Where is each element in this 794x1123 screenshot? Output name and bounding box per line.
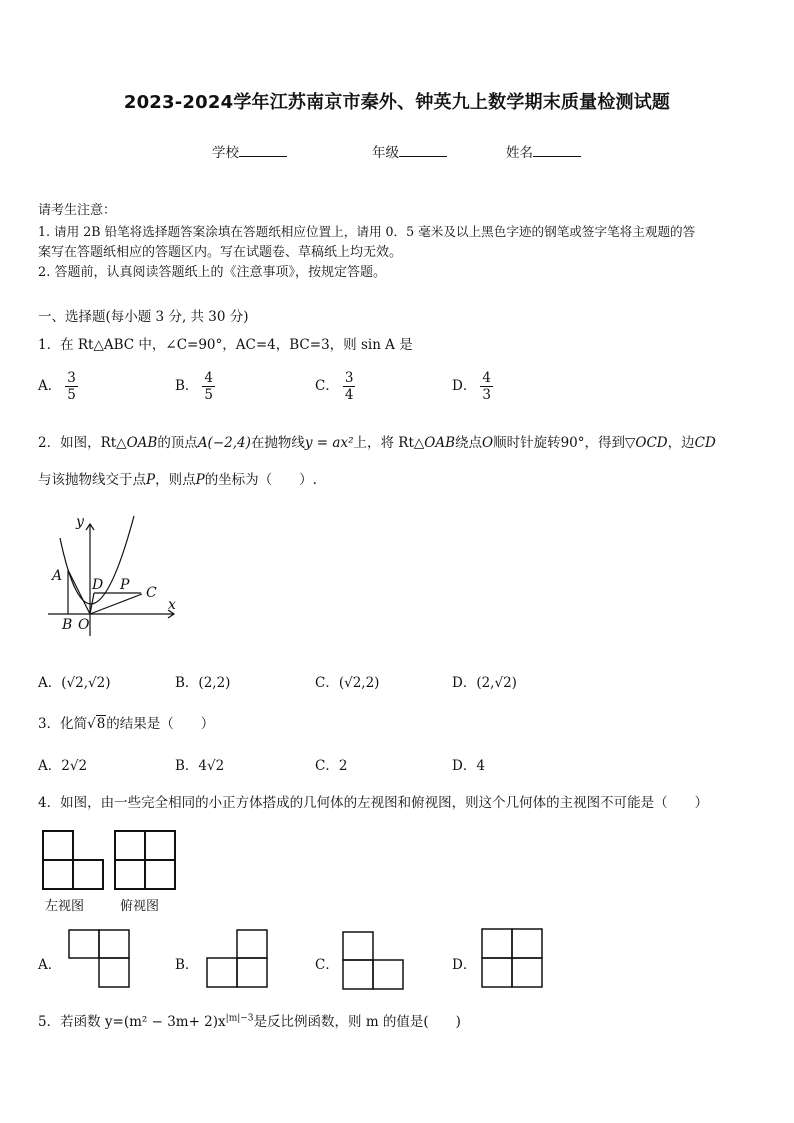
notice-line-2: 案写在答题纸相应的答题区内。写在试题卷、草稿纸上均无效。 [38, 245, 403, 260]
q1-option-a[interactable]: A． $\frac{3}{5}$ [38, 370, 76, 403]
q2-option-c[interactable]: C．(√2,2) [315, 675, 380, 691]
grade-label: 年级 [372, 145, 399, 161]
q2-option-d[interactable]: D．(2,√2) [452, 675, 517, 691]
notice-line-3: 2. 答题前，认真阅读答题纸上的《注意事项》，按规定答题。 [38, 265, 387, 280]
grade-blank [399, 144, 447, 157]
question-4: 4．如图，由一些完全相同的小正方体搭成的几何体的左视图和俯视图，则这个几何体的主视图不可能是（ ） [38, 795, 709, 811]
left-view-label: 左视图 [45, 899, 85, 914]
label-c: C [146, 585, 157, 601]
q2-option-b[interactable]: B．(2,2) [175, 675, 231, 691]
parabola-figure [40, 510, 190, 640]
q3-option-d[interactable]: D．4 [452, 758, 485, 774]
question-1: 1．在 Rt△ABC 中，∠C=90°，AC=4，BC=3，则 sin A 是 [38, 337, 413, 353]
name-field [506, 141, 581, 161]
q1-option-b[interactable]: B． $\frac{4}{5}$ [175, 370, 214, 403]
label-o: O [78, 617, 90, 633]
school-field [212, 141, 287, 161]
q1-option-c[interactable]: C． $\frac{3}{4}$ [315, 370, 354, 403]
label-x: x [168, 597, 176, 613]
question-3: 3．化简√8的结果是（ ） [38, 716, 215, 732]
q4-option-d-figure[interactable] [479, 926, 545, 990]
label-b: B [62, 617, 73, 633]
label-p: P [120, 577, 130, 593]
school-blank [239, 144, 287, 157]
section-heading: 一、选择题(每小题 3 分, 共 30 分) [38, 309, 249, 325]
label-a: A [52, 568, 63, 584]
question-2-line-1: 2．如图，Rt△OAB的顶点A(−2,4)在抛物线y = ax²上，将 Rt△OAB绕点O顺时针旋转90°，得到▽OCD，边CD [38, 435, 716, 451]
notice-line-1: 1. 请用 2B 铅笔将选择题答案涂填在答题纸相应位置上，请用 0．5 毫米及以上黑色字迹的钢笔或签字笔将主观题的答 [38, 224, 696, 239]
segment-ao [68, 570, 90, 614]
q4-option-b-figure[interactable] [204, 926, 270, 990]
notice-heading: 请考生注意： [38, 203, 117, 218]
q1-option-d[interactable]: D． $\frac{4}{3}$ [452, 370, 491, 403]
school-label: 学校 [212, 145, 239, 161]
q4-option-c-label[interactable]: C． [315, 957, 339, 973]
left-view-figure [40, 828, 106, 892]
q2-option-a[interactable]: A．(√2,√2) [38, 675, 111, 691]
q4-option-b-label[interactable]: B． [175, 957, 199, 973]
page-title: 2023-2024学年江苏南京市秦外、钟英九上数学期末质量检测试题 [123, 92, 671, 113]
question-2-line-2: 与该抛物线交于点P，则点P的坐标为（ ）. [38, 472, 317, 488]
q4-option-a-figure[interactable] [66, 926, 132, 990]
q4-option-d-label[interactable]: D． [452, 957, 477, 973]
q3-option-c[interactable]: C．2 [315, 758, 348, 774]
top-view-label: 俯视图 [120, 899, 160, 914]
grade-field [372, 141, 447, 161]
label-d: D [92, 577, 104, 593]
name-label: 姓名 [506, 145, 533, 161]
label-y: y [76, 514, 84, 530]
q3-option-a[interactable]: A．2√2 [38, 758, 88, 774]
name-blank [533, 144, 581, 157]
question-5: 5．若函数 $y=(m^2 - 3m+ 2)x^{|m|-3}$是反比例函数，则 m 的值是( ) [38, 1013, 461, 1030]
top-view-figure [112, 828, 178, 892]
q3-option-b[interactable]: B．4√2 [175, 758, 225, 774]
segment-oc [90, 594, 142, 614]
q4-option-a-label[interactable]: A． [38, 957, 62, 973]
q4-option-c-figure[interactable] [340, 928, 406, 992]
